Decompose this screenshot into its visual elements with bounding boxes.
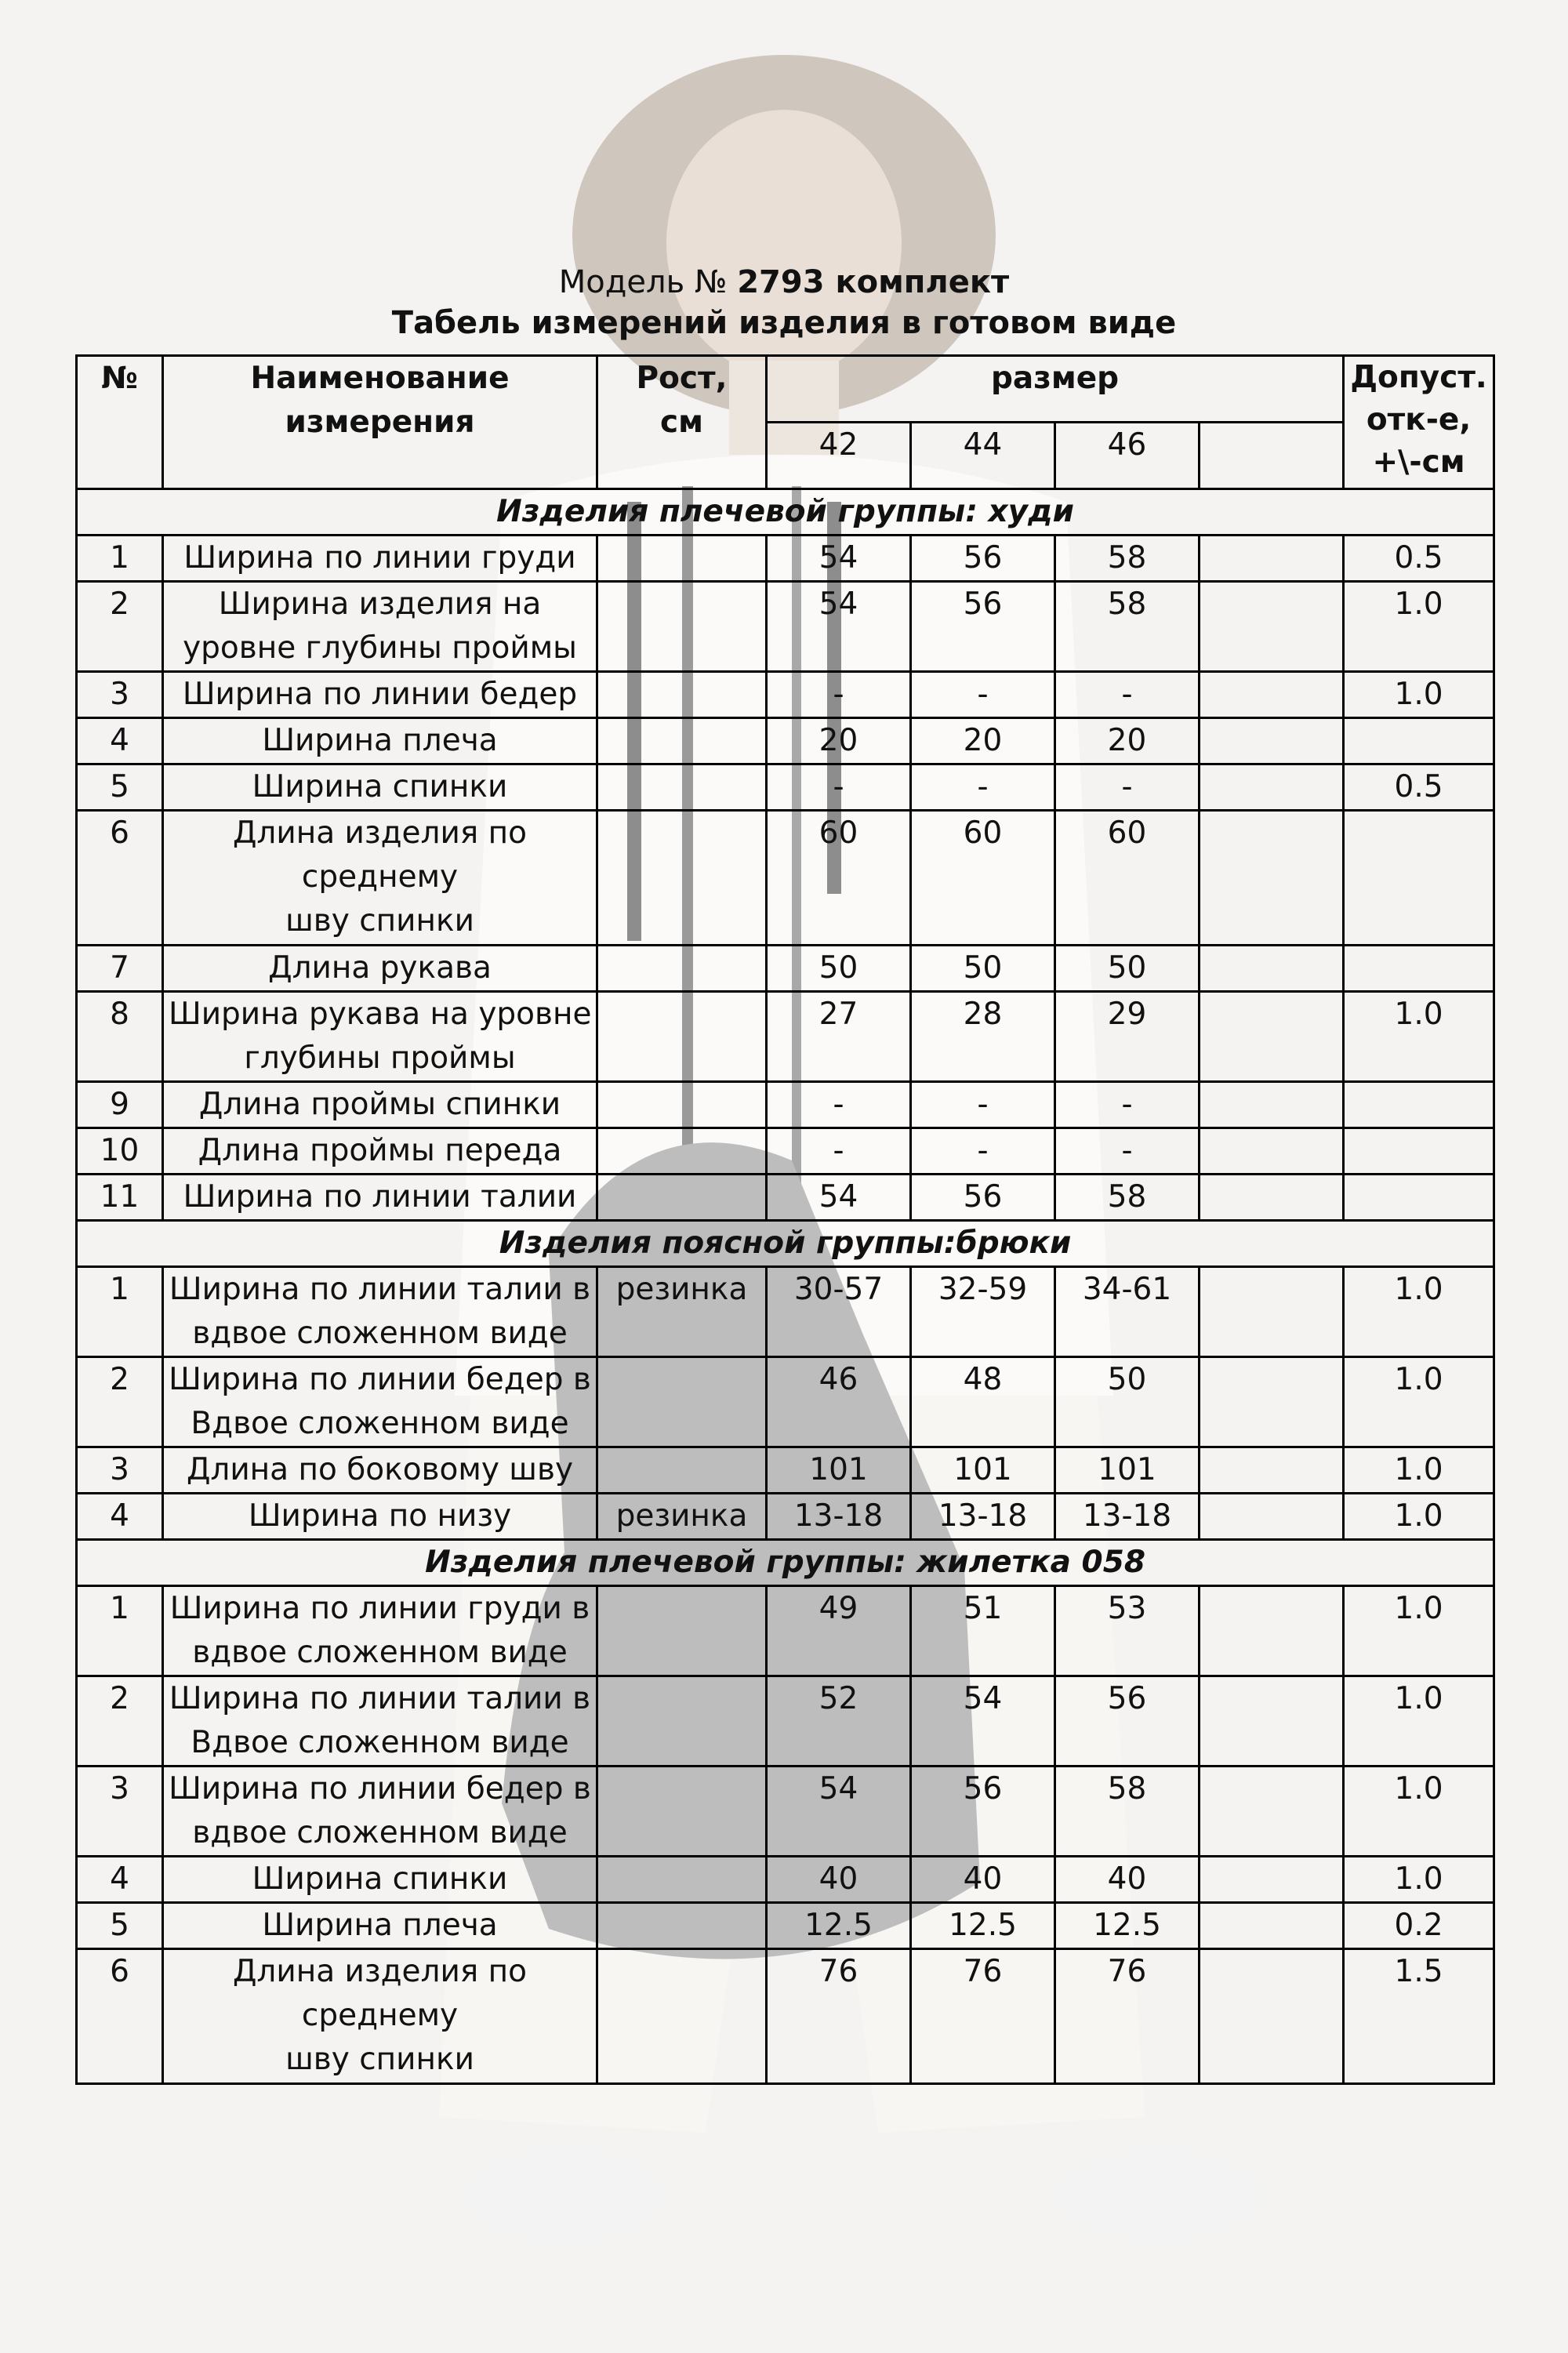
size-46-value: 101 (1055, 1447, 1200, 1494)
size-extra-value (1200, 946, 1344, 992)
size-44-value: - (911, 672, 1055, 718)
row-number: 7 (77, 946, 163, 992)
size-42-value: - (767, 1082, 911, 1128)
tolerance-value: 1.0 (1344, 1357, 1494, 1447)
size-44-value: 13-18 (911, 1494, 1055, 1540)
size-46-value: 20 (1055, 718, 1200, 764)
size-46-value: - (1055, 764, 1200, 811)
size-42-value: - (767, 1128, 911, 1175)
table-row (77, 1175, 1494, 1221)
measurement-name (163, 672, 597, 718)
table-row (77, 1903, 1494, 1949)
tolerance-value: 1.0 (1344, 992, 1494, 1082)
measurement-name (163, 536, 597, 582)
measurement-name-line: Ширина по линии груди (183, 540, 576, 576)
tolerance-value (1344, 1128, 1494, 1175)
measurement-name (163, 1767, 597, 1857)
size-44-value: 54 (911, 1676, 1055, 1767)
measurement-name-line: Длина изделия по (232, 815, 528, 851)
document-title (0, 263, 1568, 343)
size-42-value: 46 (767, 1357, 911, 1447)
measurement-name-line: Ширина плеча (262, 723, 498, 758)
height-cell (597, 1903, 767, 1949)
size-extra-value (1200, 1586, 1344, 1676)
size-extra-value (1200, 1128, 1344, 1175)
size-extra-value (1200, 1903, 1344, 1949)
size-46-value: - (1055, 672, 1200, 718)
measurement-name-line: Ширина плеча (262, 1908, 498, 1943)
size-42-value: - (767, 764, 911, 811)
size-46-value: 53 (1055, 1586, 1200, 1676)
height-cell (597, 811, 767, 946)
height-cell (597, 1767, 767, 1857)
measurement-name-line: вдвое сложенном виде (192, 1815, 568, 1850)
height-cell (597, 1128, 767, 1175)
measurement-name (163, 1494, 597, 1540)
measurement-name (163, 1175, 597, 1221)
size-46-value: 56 (1055, 1676, 1200, 1767)
height-cell (597, 1175, 767, 1221)
size-44-value: 56 (911, 1175, 1055, 1221)
tolerance-value (1344, 811, 1494, 946)
size-extra-value (1200, 1082, 1344, 1128)
table-row (77, 1267, 1494, 1357)
tolerance-value: 1.0 (1344, 1267, 1494, 1357)
size-extra-value (1200, 536, 1344, 582)
size-44-value: 12.5 (911, 1903, 1055, 1949)
size-46-value: 58 (1055, 1767, 1200, 1857)
measurement-name-line: Длина проймы переда (198, 1133, 562, 1168)
header-size-46: 46 (1055, 423, 1200, 489)
size-42-value: 60 (767, 811, 911, 946)
size-42-value: 52 (767, 1676, 911, 1767)
measurement-name-line: Длина проймы спинки (198, 1087, 561, 1122)
tolerance-value (1344, 1082, 1494, 1128)
measurement-name-line: Ширина по линии бедер в (169, 1771, 591, 1807)
height-cell (597, 672, 767, 718)
measurement-name-line: вдвое сложенном виде (192, 1316, 568, 1351)
tolerance-value (1344, 946, 1494, 992)
table-row (77, 1949, 1494, 2084)
size-46-value: 58 (1055, 536, 1200, 582)
tolerance-value: 0.5 (1344, 764, 1494, 811)
size-42-value: 54 (767, 582, 911, 672)
measurement-name (163, 1857, 597, 1903)
section-title-row (77, 489, 1494, 536)
size-42-value: 20 (767, 718, 911, 764)
size-46-value: - (1055, 1082, 1200, 1128)
measurement-name (163, 1128, 597, 1175)
row-number: 2 (77, 582, 163, 672)
row-number: 3 (77, 1767, 163, 1857)
height-cell (597, 1676, 767, 1767)
height-cell: резинка (597, 1267, 767, 1357)
measurement-name-line: Ширина по низу (248, 1498, 512, 1534)
size-42-value: 13-18 (767, 1494, 911, 1540)
measurement-name-line: Ширина по линии талии в (169, 1681, 591, 1716)
size-44-value: - (911, 1128, 1055, 1175)
tolerance-value: 1.5 (1344, 1949, 1494, 2084)
size-extra-value (1200, 1676, 1344, 1767)
row-number: 6 (77, 811, 163, 946)
table-row (77, 1494, 1494, 1540)
tolerance-value: 1.0 (1344, 1767, 1494, 1857)
table-row (77, 1357, 1494, 1447)
measurement-name-line: Ширина спинки (252, 1861, 508, 1897)
height-cell (597, 1949, 767, 2084)
measurement-name (163, 946, 597, 992)
size-42-value: 54 (767, 1767, 911, 1857)
measurement-name (163, 1903, 597, 1949)
height-cell (597, 946, 767, 992)
measurement-name-line: Ширина по линии талии (183, 1179, 577, 1215)
row-number: 3 (77, 1447, 163, 1494)
size-42-value: 50 (767, 946, 911, 992)
table-row (77, 1128, 1494, 1175)
size-44-value: 56 (911, 1767, 1055, 1857)
table-row (77, 718, 1494, 764)
model-title: Модель № 2793 комплект (558, 264, 1010, 300)
height-cell: резинка (597, 1494, 767, 1540)
measurement-name-line: Длина изделия по (232, 1954, 528, 1989)
measurement-name-line: Длина по боковому шву (186, 1452, 574, 1487)
measurement-name (163, 1949, 597, 2084)
size-44-value: 50 (911, 946, 1055, 992)
header-size: размер (767, 356, 1344, 423)
measurement-name-line: уровне глубины проймы (183, 630, 577, 666)
row-number: 5 (77, 764, 163, 811)
measurement-table (75, 354, 1495, 2085)
measurement-name-line: шву спинки (285, 2042, 474, 2077)
size-42-value: 30-57 (767, 1267, 911, 1357)
table-subtitle: Табель измерений изделия в готовом виде (391, 305, 1177, 341)
size-extra-value (1200, 811, 1344, 946)
measurement-name (163, 811, 597, 946)
tolerance-value: 1.0 (1344, 582, 1494, 672)
measurement-name-line: Вдвое сложенном виде (191, 1406, 569, 1441)
measurement-name-line: Ширина изделия на (218, 586, 542, 622)
size-extra-value (1200, 1357, 1344, 1447)
size-44-value: 51 (911, 1586, 1055, 1676)
header-name: Наименование измерения (163, 356, 597, 489)
row-number: 1 (77, 1586, 163, 1676)
size-44-value: 48 (911, 1357, 1055, 1447)
measurement-name-line: Ширина спинки (252, 769, 508, 804)
measurement-name (163, 1082, 597, 1128)
table-row (77, 992, 1494, 1082)
row-number: 3 (77, 672, 163, 718)
measurement-name (163, 1676, 597, 1767)
size-46-value: 58 (1055, 1175, 1200, 1221)
size-44-value: 101 (911, 1447, 1055, 1494)
row-number: 4 (77, 718, 163, 764)
tolerance-value: 0.2 (1344, 1903, 1494, 1949)
size-42-value: 54 (767, 536, 911, 582)
tolerance-value: 1.0 (1344, 1447, 1494, 1494)
height-cell (597, 1082, 767, 1128)
tolerance-value: 1.0 (1344, 672, 1494, 718)
table-row (77, 1586, 1494, 1676)
row-number: 6 (77, 1949, 163, 2084)
section-title-row (77, 1540, 1494, 1586)
size-46-value: - (1055, 1128, 1200, 1175)
table-row (77, 764, 1494, 811)
size-extra-value (1200, 1767, 1344, 1857)
size-46-value: 76 (1055, 1949, 1200, 2084)
measurement-name-line: среднему (301, 1998, 459, 2033)
measurement-name (163, 1267, 597, 1357)
size-extra-value (1200, 1175, 1344, 1221)
section-title-row (77, 1221, 1494, 1267)
measurement-name (163, 582, 597, 672)
size-42-value: 12.5 (767, 1903, 911, 1949)
size-44-value: 28 (911, 992, 1055, 1082)
height-cell (597, 992, 767, 1082)
measurement-name (163, 1357, 597, 1447)
height-cell (597, 1586, 767, 1676)
table-row (77, 1676, 1494, 1767)
row-number: 1 (77, 536, 163, 582)
size-46-value: 12.5 (1055, 1903, 1200, 1949)
measurement-name-line: среднему (301, 859, 459, 895)
row-number: 11 (77, 1175, 163, 1221)
size-42-value: 40 (767, 1857, 911, 1903)
size-extra-value (1200, 718, 1344, 764)
size-46-value: 13-18 (1055, 1494, 1200, 1540)
size-42-value: 54 (767, 1175, 911, 1221)
height-cell (597, 536, 767, 582)
measurement-name-line: шву спинки (285, 903, 474, 939)
section-title: Изделия плечевой группы: худи (77, 489, 1494, 536)
size-44-value: 56 (911, 582, 1055, 672)
size-44-value: 40 (911, 1857, 1055, 1903)
header-size-44: 44 (911, 423, 1055, 489)
row-number: 8 (77, 992, 163, 1082)
measurement-name (163, 1447, 597, 1494)
header-num: № (77, 356, 163, 489)
measurement-name-line: Ширина рукава на уровне (169, 997, 592, 1032)
table-row (77, 536, 1494, 582)
table-row (77, 811, 1494, 946)
measurement-name-line: Вдвое сложенном виде (191, 1725, 569, 1760)
tolerance-value: 1.0 (1344, 1586, 1494, 1676)
section-title: Изделия плечевой группы: жилетка 058 (77, 1540, 1494, 1586)
height-cell (597, 1447, 767, 1494)
size-44-value: 20 (911, 718, 1055, 764)
measurement-name-line: Ширина по линии бедер в (169, 1362, 591, 1397)
table-row (77, 946, 1494, 992)
size-extra-value (1200, 1267, 1344, 1357)
size-46-value: 50 (1055, 1357, 1200, 1447)
measurement-name (163, 1586, 597, 1676)
size-extra-value (1200, 992, 1344, 1082)
measurement-name-line: глубины проймы (244, 1040, 516, 1076)
table-row (77, 1447, 1494, 1494)
section-title: Изделия поясной группы:брюки (77, 1221, 1494, 1267)
row-number: 9 (77, 1082, 163, 1128)
measurement-name-line: Длина рукава (268, 950, 492, 986)
size-42-value: - (767, 672, 911, 718)
size-extra-value (1200, 672, 1344, 718)
tolerance-value (1344, 1175, 1494, 1221)
size-44-value: 60 (911, 811, 1055, 946)
size-extra-value (1200, 1494, 1344, 1540)
size-42-value: 27 (767, 992, 911, 1082)
size-42-value: 49 (767, 1586, 911, 1676)
table-row (77, 1857, 1494, 1903)
size-extra-value (1200, 764, 1344, 811)
tolerance-value: 0.5 (1344, 536, 1494, 582)
measurement-name-line: вдвое сложенном виде (192, 1635, 568, 1670)
header-size-extra (1200, 423, 1344, 489)
header-size-42: 42 (767, 423, 911, 489)
size-extra-value (1200, 1949, 1344, 2084)
height-cell (597, 582, 767, 672)
size-44-value: 76 (911, 1949, 1055, 2084)
measurement-name-line: Ширина по линии груди в (169, 1591, 590, 1626)
size-46-value: 50 (1055, 946, 1200, 992)
size-46-value: 34-61 (1055, 1267, 1200, 1357)
tolerance-value (1344, 718, 1494, 764)
size-44-value: 32-59 (911, 1267, 1055, 1357)
row-number: 2 (77, 1676, 163, 1767)
size-46-value: 58 (1055, 582, 1200, 672)
height-cell (597, 1357, 767, 1447)
height-cell (597, 764, 767, 811)
tolerance-value: 1.0 (1344, 1676, 1494, 1767)
size-42-value: 76 (767, 1949, 911, 2084)
size-44-value: - (911, 764, 1055, 811)
header-row (77, 356, 1494, 423)
tolerance-value: 1.0 (1344, 1857, 1494, 1903)
height-cell (597, 1857, 767, 1903)
header-tolerance: Допуст. отк-е, +\-см (1344, 356, 1494, 489)
size-extra-value (1200, 1447, 1344, 1494)
size-46-value: 40 (1055, 1857, 1200, 1903)
table-row (77, 1767, 1494, 1857)
size-extra-value (1200, 582, 1344, 672)
measurement-name-line: Ширина по линии бедер (182, 677, 578, 712)
row-number: 1 (77, 1267, 163, 1357)
size-extra-value (1200, 1857, 1344, 1903)
table-row (77, 582, 1494, 672)
row-number: 4 (77, 1494, 163, 1540)
table-row (77, 672, 1494, 718)
header-height: Рост, см (597, 356, 767, 489)
table-row (77, 1082, 1494, 1128)
size-46-value: 60 (1055, 811, 1200, 946)
measurement-name (163, 718, 597, 764)
measurement-name (163, 764, 597, 811)
size-46-value: 29 (1055, 992, 1200, 1082)
size-44-value: 56 (911, 536, 1055, 582)
row-number: 10 (77, 1128, 163, 1175)
row-number: 5 (77, 1903, 163, 1949)
row-number: 2 (77, 1357, 163, 1447)
row-number: 4 (77, 1857, 163, 1903)
height-cell (597, 718, 767, 764)
size-42-value: 101 (767, 1447, 911, 1494)
measurement-name-line: Ширина по линии талии в (169, 1272, 591, 1307)
size-44-value: - (911, 1082, 1055, 1128)
measurement-name (163, 992, 597, 1082)
tolerance-value: 1.0 (1344, 1494, 1494, 1540)
